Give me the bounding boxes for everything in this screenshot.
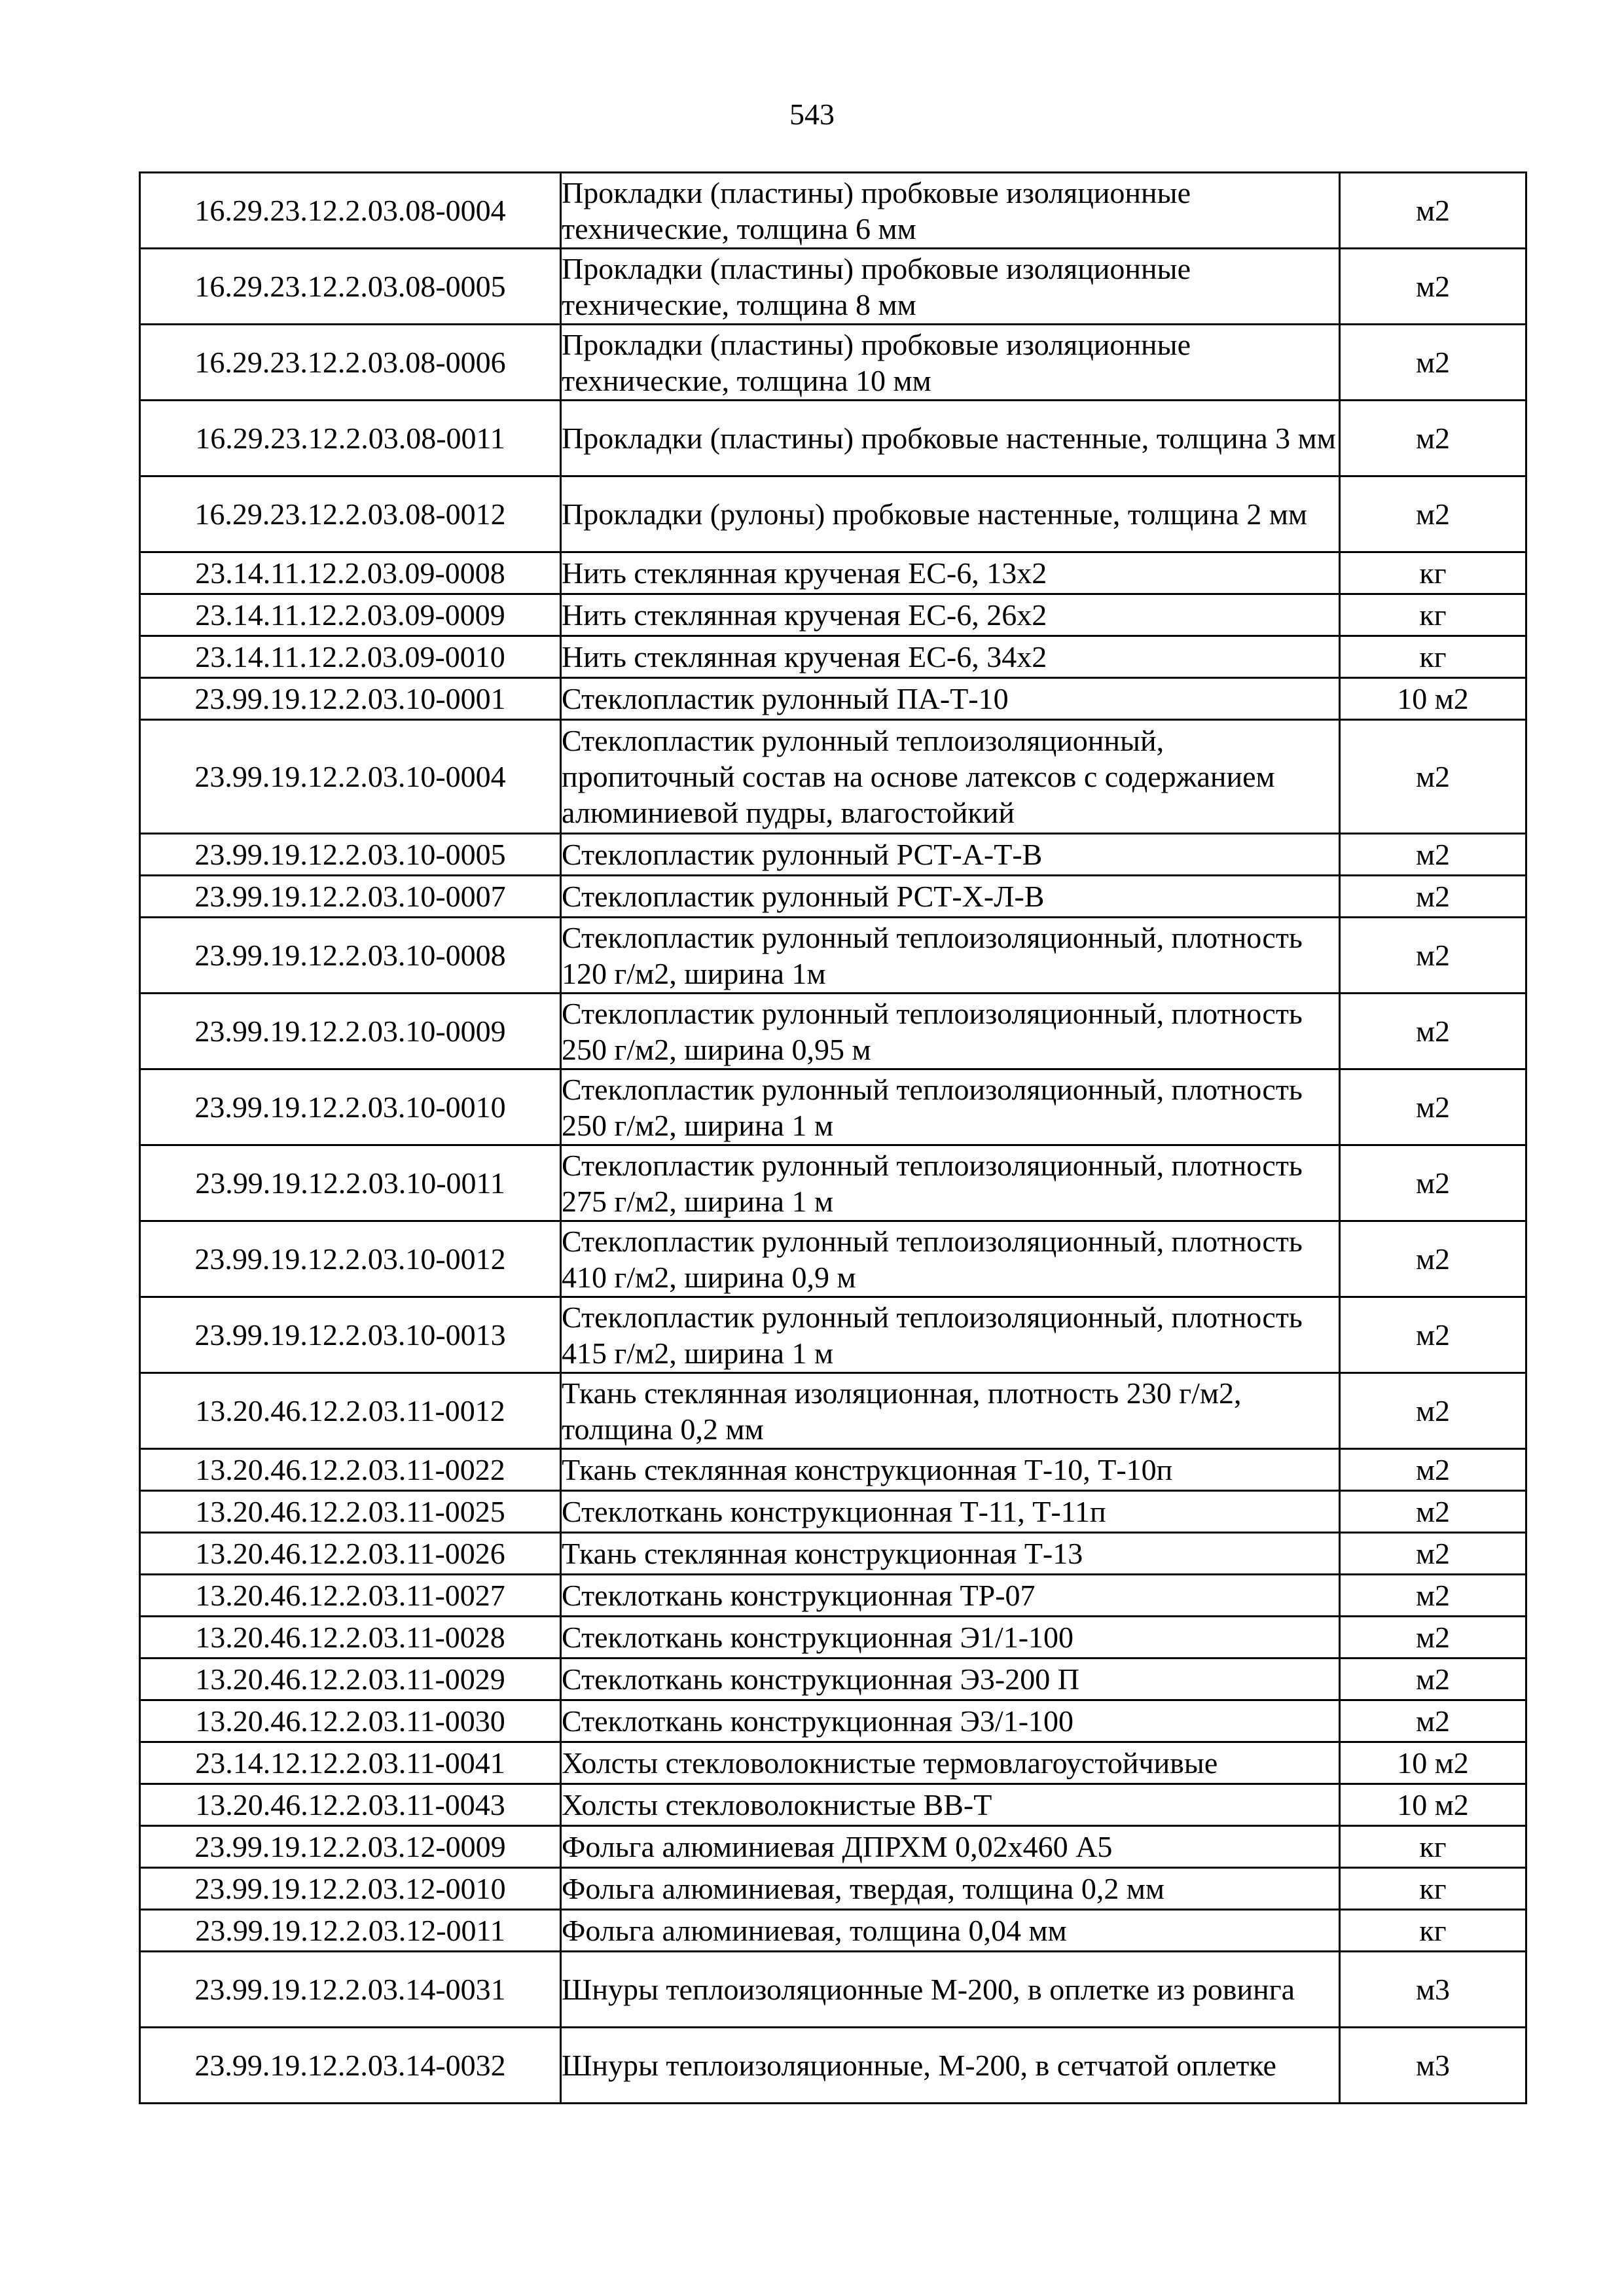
unit-cell: кг [1340,1910,1526,1952]
resource-code-cell: 13.20.46.12.2.03.11-0027 [140,1575,561,1617]
resource-name-cell: Стеклопластик рулонный теплоизоляционный, плотность 250 г/м2, ширина 1 м [561,1069,1340,1145]
table-row [140,1826,1526,1868]
resource-name-cell: Шнуры теплоизоляционные М-200, в оплетке из ровинга [561,1952,1340,2028]
resource-name-cell: Стеклопластик рулонный теплоизоляционный, плотность 275 г/м2, ширина 1 м [561,1145,1340,1221]
resource-code-cell: 23.99.19.12.2.03.10-0012 [140,1221,561,1297]
resource-name-cell: Стеклопластик рулонный теплоизоляционный, плотность 415 г/м2, ширина 1 м [561,1297,1340,1373]
unit-cell: м2 [1340,173,1526,249]
table-row [140,325,1526,401]
page-number: 543 [789,98,835,131]
table-row [140,401,1526,476]
resource-name-cell: Нить стеклянная крученая ЕС-6, 26х2 [561,594,1340,636]
resource-code-cell: 23.99.19.12.2.03.12-0009 [140,1826,561,1868]
resource-name-cell: Прокладки (пластины) пробковые изоляционные технические, толщина 10 мм [561,325,1340,401]
resource-name-cell: Стеклоткань конструкционная Т-11, Т-11п [561,1491,1340,1533]
resource-name-cell: Ткань стеклянная конструкционная Т-10, Т-10п [561,1449,1340,1491]
resource-code-cell: 23.99.19.12.2.03.10-0011 [140,1145,561,1221]
table-row [140,249,1526,325]
resource-code-cell: 23.99.19.12.2.03.10-0013 [140,1297,561,1373]
unit-cell: м2 [1340,1373,1526,1449]
resource-code-cell: 16.29.23.12.2.03.08-0004 [140,173,561,249]
resource-code-cell: 23.99.19.12.2.03.14-0032 [140,2028,561,2104]
table-row [140,918,1526,994]
resource-name-cell: Стеклопластик рулонный ПА-Т-10 [561,678,1340,720]
unit-cell: м3 [1340,1952,1526,2028]
resource-code-cell: 23.99.19.12.2.03.10-0007 [140,876,561,918]
resource-code-cell: 13.20.46.12.2.03.11-0043 [140,1784,561,1826]
unit-cell: м2 [1340,1491,1526,1533]
resource-code-cell: 23.14.11.12.2.03.09-0010 [140,636,561,678]
table-row [140,1449,1526,1491]
resource-name-cell: Прокладки (пластины) пробковые настенные, толщина 3 мм [561,401,1340,476]
resource-code-cell: 23.14.12.12.2.03.11-0041 [140,1742,561,1784]
table-row [140,1373,1526,1449]
table-row [140,1910,1526,1952]
unit-cell: м2 [1340,1449,1526,1491]
resource-name-cell: Нить стеклянная крученая ЕС-6, 13х2 [561,552,1340,594]
unit-cell: м2 [1340,249,1526,325]
resource-name-cell: Холсты стекловолокнистые ВВ-Т [561,1784,1340,1826]
resource-name-cell: Холсты стекловолокнистые термовлагоустойчивые [561,1742,1340,1784]
resource-name-cell: Стеклопластик рулонный теплоизоляционный, пропиточный состав на основе латексов с содержанием алюминиевой пудры, влагостойкий [561,720,1340,834]
resource-code-cell: 13.20.46.12.2.03.11-0026 [140,1533,561,1575]
resource-name-cell: Стеклоткань конструкционная Э3/1-100 [561,1700,1340,1742]
resource-name-cell: Фольга алюминиевая ДПРХМ 0,02х460 А5 [561,1826,1340,1868]
unit-cell: кг [1340,1826,1526,1868]
table-row [140,678,1526,720]
unit-cell: м2 [1340,1221,1526,1297]
resource-code-cell: 23.99.19.12.2.03.10-0001 [140,678,561,720]
resource-name-cell: Ткань стеклянная конструкционная Т-13 [561,1533,1340,1575]
resource-name-cell: Стеклопластик рулонный РСТ-Х-Л-В [561,876,1340,918]
resource-name-cell: Нить стеклянная крученая ЕС-6, 34х2 [561,636,1340,678]
unit-cell: 10 м2 [1340,1784,1526,1826]
table-row [140,1491,1526,1533]
unit-cell: м2 [1340,1575,1526,1617]
table-row [140,476,1526,552]
resource-code-cell: 23.14.11.12.2.03.09-0009 [140,594,561,636]
resource-code-cell: 13.20.46.12.2.03.11-0029 [140,1659,561,1700]
resource-name-cell: Фольга алюминиевая, толщина 0,04 мм [561,1910,1340,1952]
unit-cell: кг [1340,636,1526,678]
resource-table [139,171,1527,2104]
resource-table-body [140,173,1526,2104]
table-row [140,1145,1526,1221]
resource-code-cell: 23.99.19.12.2.03.14-0031 [140,1952,561,2028]
resource-code-cell: 23.99.19.12.2.03.10-0010 [140,1069,561,1145]
unit-cell: м2 [1340,476,1526,552]
table-row [140,1617,1526,1659]
table-row [140,1221,1526,1297]
table-row [140,994,1526,1069]
table-row [140,1297,1526,1373]
table-row [140,1784,1526,1826]
resource-name-cell: Ткань стеклянная изоляционная, плотность 230 г/м2, толщина 0,2 мм [561,1373,1340,1449]
resource-name-cell: Стеклопластик рулонный теплоизоляционный, плотность 410 г/м2, ширина 0,9 м [561,1221,1340,1297]
table-row [140,552,1526,594]
resource-code-cell: 13.20.46.12.2.03.11-0028 [140,1617,561,1659]
resource-name-cell: Стеклоткань конструкционная Э3-200 П [561,1659,1340,1700]
resource-name-cell: Стеклоткань конструкционная Э1/1-100 [561,1617,1340,1659]
resource-code-cell: 13.20.46.12.2.03.11-0012 [140,1373,561,1449]
table-row [140,1952,1526,2028]
unit-cell: м2 [1340,1069,1526,1145]
resource-code-cell: 23.99.19.12.2.03.10-0004 [140,720,561,834]
table-row [140,594,1526,636]
resource-name-cell: Стеклоткань конструкционная ТР-07 [561,1575,1340,1617]
table-row [140,720,1526,834]
resource-code-cell: 23.99.19.12.2.03.12-0011 [140,1910,561,1952]
unit-cell: м2 [1340,834,1526,876]
resource-code-cell: 23.99.19.12.2.03.10-0005 [140,834,561,876]
resource-name-cell: Стеклопластик рулонный теплоизоляционный, плотность 120 г/м2, ширина 1м [561,918,1340,994]
unit-cell: м2 [1340,918,1526,994]
unit-cell: м2 [1340,876,1526,918]
table-row [140,1575,1526,1617]
unit-cell: кг [1340,552,1526,594]
unit-cell: м3 [1340,2028,1526,2104]
resource-name-cell: Фольга алюминиевая, твердая, толщина 0,2 мм [561,1868,1340,1910]
unit-cell: 10 м2 [1340,678,1526,720]
table-row [140,1868,1526,1910]
unit-cell: 10 м2 [1340,1742,1526,1784]
table-row [140,2028,1526,2104]
resource-name-cell: Прокладки (пластины) пробковые изоляционные технические, толщина 6 мм [561,173,1340,249]
resource-code-cell: 23.14.11.12.2.03.09-0008 [140,552,561,594]
table-row [140,876,1526,918]
unit-cell: м2 [1340,1533,1526,1575]
resource-code-cell: 13.20.46.12.2.03.11-0030 [140,1700,561,1742]
resource-name-cell: Стеклопластик рулонный РСТ-А-Т-В [561,834,1340,876]
table-row [140,1533,1526,1575]
unit-cell: м2 [1340,325,1526,401]
resource-name-cell: Стеклопластик рулонный теплоизоляционный, плотность 250 г/м2, ширина 0,95 м [561,994,1340,1069]
resource-name-cell: Прокладки (пластины) пробковые изоляционные технические, толщина 8 мм [561,249,1340,325]
resource-code-cell: 23.99.19.12.2.03.10-0008 [140,918,561,994]
unit-cell: м2 [1340,1700,1526,1742]
table-row [140,173,1526,249]
resource-code-cell: 13.20.46.12.2.03.11-0025 [140,1491,561,1533]
resource-name-cell: Прокладки (рулоны) пробковые настенные, толщина 2 мм [561,476,1340,552]
resource-code-cell: 16.29.23.12.2.03.08-0011 [140,401,561,476]
table-row [140,1659,1526,1700]
unit-cell: м2 [1340,1297,1526,1373]
resource-code-cell: 23.99.19.12.2.03.10-0009 [140,994,561,1069]
unit-cell: м2 [1340,720,1526,834]
resource-code-cell: 16.29.23.12.2.03.08-0012 [140,476,561,552]
resource-name-cell: Шнуры теплоизоляционные, М-200, в сетчатой оплетке [561,2028,1340,2104]
unit-cell: м2 [1340,1659,1526,1700]
resource-code-cell: 16.29.23.12.2.03.08-0006 [140,325,561,401]
table-row [140,1700,1526,1742]
unit-cell: м2 [1340,1145,1526,1221]
table-row [140,1742,1526,1784]
resource-code-cell: 23.99.19.12.2.03.12-0010 [140,1868,561,1910]
resource-code-cell: 13.20.46.12.2.03.11-0022 [140,1449,561,1491]
unit-cell: кг [1340,1868,1526,1910]
unit-cell: м2 [1340,401,1526,476]
resource-code-cell: 16.29.23.12.2.03.08-0005 [140,249,561,325]
unit-cell: м2 [1340,1617,1526,1659]
table-row [140,636,1526,678]
unit-cell: кг [1340,594,1526,636]
unit-cell: м2 [1340,994,1526,1069]
table-row [140,834,1526,876]
table-row [140,1069,1526,1145]
